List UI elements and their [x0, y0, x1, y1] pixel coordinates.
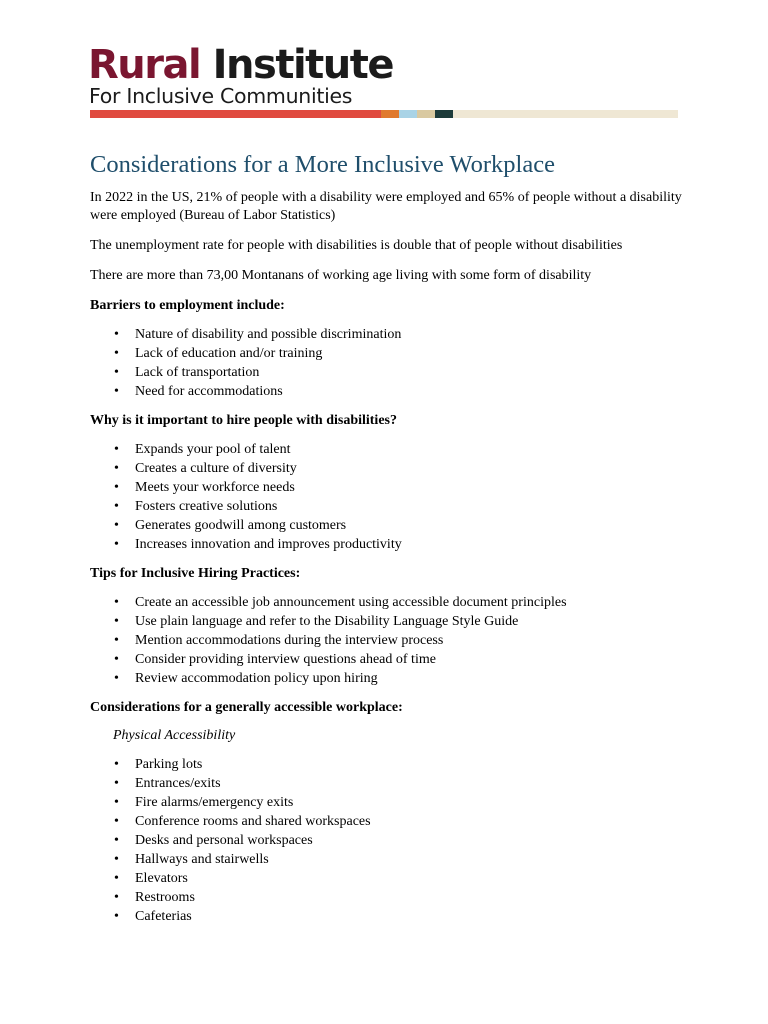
list-item-text: Consider providing interview questions ahead of time	[135, 652, 436, 667]
logo-stripe-red	[90, 110, 381, 118]
stat-paragraph-unemployment: The unemployment rate for people with disabilities is double that of people without disabilities	[90, 238, 623, 253]
list-item	[90, 612, 690, 631]
list-item	[90, 755, 690, 774]
list-item-text: Elevators	[135, 871, 188, 886]
list-item-text: Create an accessible job announcement using accessible document principles	[135, 595, 567, 610]
tips-heading: Tips for Inclusive Hiring Practices:	[90, 566, 301, 581]
bullet-icon: •	[114, 327, 119, 342]
bullet-icon: •	[114, 652, 119, 667]
page-title: Considerations for a More Inclusive Workplace	[90, 151, 555, 178]
list-item-text: Entrances/exits	[135, 776, 221, 791]
why-heading: Why is it important to hire people with disabilities?	[90, 413, 397, 428]
logo-stripe-light-blue	[399, 110, 417, 118]
barriers-list	[90, 325, 690, 401]
list-item	[90, 459, 690, 478]
bullet-icon: •	[114, 814, 119, 829]
list-item-text: Lack of transportation	[135, 365, 260, 380]
list-item	[90, 344, 690, 363]
bullet-icon: •	[114, 480, 119, 495]
bullet-icon: •	[114, 461, 119, 476]
bullet-icon: •	[114, 518, 119, 533]
list-item	[90, 516, 690, 535]
barriers-heading: Barriers to employment include:	[90, 298, 285, 313]
logo-stripe-tan	[417, 110, 435, 118]
list-item-text: Meets your workforce needs	[135, 480, 295, 495]
list-item-text: Creates a culture of diversity	[135, 461, 297, 476]
list-item-text: Conference rooms and shared workspaces	[135, 814, 371, 829]
list-item-text: Generates goodwill among customers	[135, 518, 347, 533]
bullet-icon: •	[114, 614, 119, 629]
list-item	[90, 869, 690, 888]
list-item-text: Lack of education and/or training	[135, 346, 323, 361]
list-item	[90, 831, 690, 850]
logo-subtitle: For Inclusive Communities	[89, 84, 353, 108]
list-item	[90, 631, 690, 650]
logo-stripe-dark-teal	[435, 110, 453, 118]
list-item-text: Mention accommodations during the interview process	[135, 633, 444, 648]
list-item-text: Increases innovation and improves productivity	[135, 537, 402, 552]
bullet-icon: •	[114, 757, 119, 772]
list-item	[90, 382, 690, 401]
list-item	[90, 325, 690, 344]
list-item	[90, 497, 690, 516]
logo-word-rural: Rural	[88, 42, 201, 88]
logo-word-institute: Institute	[212, 42, 394, 88]
physical-accessibility-subheading: Physical Accessibility	[113, 728, 236, 743]
list-item	[90, 535, 690, 554]
bullet-icon: •	[114, 346, 119, 361]
list-item	[90, 669, 690, 688]
list-item	[90, 478, 690, 497]
list-item	[90, 363, 690, 382]
stat-paragraph-montanans: There are more than 73,00 Montanans of working age living with some form of disability	[90, 268, 592, 283]
list-item-text: Hallways and stairwells	[135, 852, 269, 867]
bullet-icon: •	[114, 795, 119, 810]
logo-stripe-orange	[381, 110, 399, 118]
list-item-text: Cafeterias	[135, 909, 192, 924]
list-item-text: Need for accommodations	[135, 384, 283, 399]
bullet-icon: •	[114, 499, 119, 514]
bullet-icon: •	[114, 776, 119, 791]
list-item-text: Use plain language and refer to the Disability Language Style Guide	[135, 614, 519, 629]
bullet-icon: •	[114, 909, 119, 924]
bullet-icon: •	[114, 671, 119, 686]
bullet-icon: •	[114, 633, 119, 648]
bullet-icon: •	[114, 871, 119, 886]
bullet-icon: •	[114, 852, 119, 867]
list-item-text: Desks and personal workspaces	[135, 833, 313, 848]
bullet-icon: •	[114, 442, 119, 457]
list-item-text: Restrooms	[135, 890, 195, 905]
logo-title	[88, 42, 393, 88]
bullet-icon: •	[114, 365, 119, 380]
list-item-text: Review accommodation policy upon hiring	[135, 671, 378, 686]
list-item	[90, 774, 690, 793]
logo-stripe-cream	[453, 110, 678, 118]
list-item	[90, 888, 690, 907]
list-item-text: Nature of disability and possible discrimination	[135, 327, 402, 342]
why-list	[90, 440, 690, 554]
list-item	[90, 793, 690, 812]
document-content	[90, 150, 690, 937]
tips-list	[90, 593, 690, 688]
considerations-heading: Considerations for a generally accessible workplace:	[90, 700, 403, 715]
bullet-icon: •	[114, 833, 119, 848]
list-item-text: Expands your pool of talent	[135, 442, 291, 457]
stat-paragraph-employment: In 2022 in the US, 21% of people with a disability were employed and 65% of people without a disability were employed (Bureau of Labor Statistics)	[90, 190, 682, 223]
list-item-text: Fosters creative solutions	[135, 499, 278, 514]
list-item	[90, 907, 690, 926]
list-item	[90, 850, 690, 869]
list-item-text: Parking lots	[135, 757, 203, 772]
bullet-icon: •	[114, 595, 119, 610]
list-item	[90, 593, 690, 612]
list-item	[90, 440, 690, 459]
bullet-icon: •	[114, 890, 119, 905]
rural-institute-logo	[88, 40, 678, 120]
list-item-text: Fire alarms/emergency exits	[135, 795, 294, 810]
bullet-icon: •	[114, 384, 119, 399]
bullet-icon: •	[114, 537, 119, 552]
list-item	[90, 812, 690, 831]
list-item	[90, 650, 690, 669]
physical-accessibility-list	[90, 755, 690, 926]
